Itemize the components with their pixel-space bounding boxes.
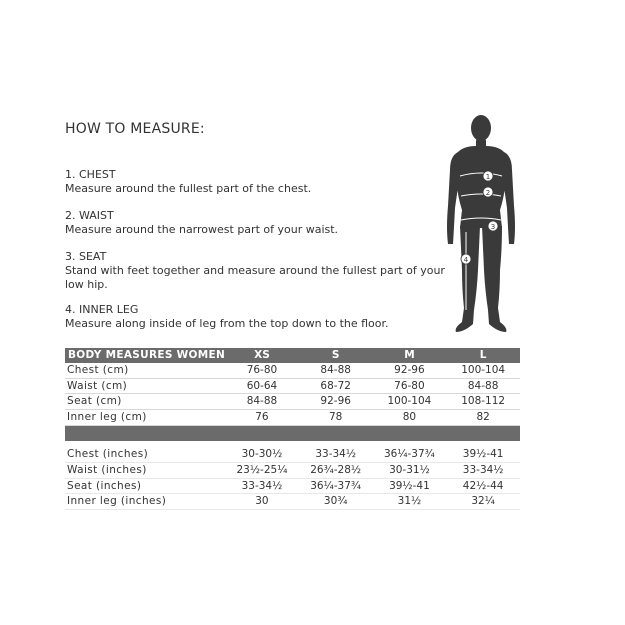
cell-value: 32¼ xyxy=(446,494,520,510)
cell-value: 68-72 xyxy=(299,378,373,394)
cell-value: 92-96 xyxy=(299,394,373,410)
cell-value: 80 xyxy=(373,410,447,426)
step-heading: 2. WAIST xyxy=(65,209,114,222)
cell-value: 30 xyxy=(225,494,299,510)
row-label: Chest (inches) xyxy=(65,447,225,462)
cell-value: 60-64 xyxy=(225,378,299,394)
cell-value: 30¾ xyxy=(299,494,373,510)
row-label: Waist (cm) xyxy=(65,378,225,394)
cell-value: 30-31½ xyxy=(373,463,447,479)
table-row xyxy=(65,447,520,462)
step-description: Measure around the narrowest part of your waist. xyxy=(65,223,339,236)
step-description: Stand with feet together and measure around the fullest part of your low hip. xyxy=(65,264,445,291)
cell-value: 100-104 xyxy=(446,363,520,378)
row-label: Seat (inches) xyxy=(65,478,225,494)
cell-value: 108-112 xyxy=(446,394,520,410)
table-divider xyxy=(65,425,520,441)
table-row xyxy=(65,494,520,510)
cell-value: 33-34½ xyxy=(299,447,373,462)
cell-value: 92-96 xyxy=(373,363,447,378)
cell-value: 84-88 xyxy=(299,363,373,378)
row-label: Inner leg (inches) xyxy=(65,494,225,510)
cell-value: 39½-41 xyxy=(373,478,447,494)
size-chart-table xyxy=(65,348,520,510)
row-label: Chest (cm) xyxy=(65,363,225,378)
cell-value: 26¾-28½ xyxy=(299,463,373,479)
cell-value: 31½ xyxy=(373,494,447,510)
step-chest xyxy=(65,168,445,196)
cell-value: 36¼-37¾ xyxy=(373,447,447,462)
cell-value: 23½-25¼ xyxy=(225,463,299,479)
row-label: Waist (inches) xyxy=(65,463,225,479)
step-description: Measure around the fullest part of the chest. xyxy=(65,182,312,195)
table-header-row xyxy=(65,348,520,363)
step-heading: 3. SEAT xyxy=(65,250,107,263)
marker-4 xyxy=(461,254,471,264)
step-inner-leg xyxy=(65,303,445,331)
cell-value: 78 xyxy=(299,410,373,426)
cell-value: 84-88 xyxy=(225,394,299,410)
table-row xyxy=(65,410,520,426)
size-header-l: L xyxy=(446,348,520,363)
cell-value: 42½-44 xyxy=(446,478,520,494)
cell-value: 30-30½ xyxy=(225,447,299,462)
step-seat xyxy=(65,250,445,292)
marker-label: 1 xyxy=(485,173,491,181)
page-title: HOW TO MEASURE: xyxy=(65,121,205,137)
table-row xyxy=(65,463,520,479)
step-heading: 1. CHEST xyxy=(65,168,116,181)
cell-value: 76 xyxy=(225,410,299,426)
table-row xyxy=(65,363,520,378)
marker-label: 2 xyxy=(485,189,491,197)
row-label: Seat (cm) xyxy=(65,394,225,410)
size-header-m: M xyxy=(373,348,447,363)
marker-3 xyxy=(488,221,498,231)
cell-value: 100-104 xyxy=(373,394,447,410)
marker-2 xyxy=(483,187,493,197)
table-title: BODY MEASURES WOMEN xyxy=(65,348,225,363)
cell-value: 82 xyxy=(446,410,520,426)
row-label: Inner leg (cm) xyxy=(65,410,225,426)
cell-value: 33-34½ xyxy=(225,478,299,494)
step-waist xyxy=(65,209,445,237)
cell-value: 36¼-37¾ xyxy=(299,478,373,494)
size-header-xs: XS xyxy=(225,348,299,363)
cell-value: 76-80 xyxy=(373,378,447,394)
body-silhouette-figure xyxy=(440,110,530,335)
table-row xyxy=(65,378,520,394)
marker-1 xyxy=(483,171,493,181)
step-heading: 4. INNER LEG xyxy=(65,303,139,316)
cell-value: 39½-41 xyxy=(446,447,520,462)
silhouette xyxy=(447,115,515,332)
cell-value: 84-88 xyxy=(446,378,520,394)
marker-label: 4 xyxy=(463,256,469,264)
table-row xyxy=(65,394,520,410)
step-description: Measure along inside of leg from the top down to the floor. xyxy=(65,317,389,330)
table-row xyxy=(65,478,520,494)
marker-label: 3 xyxy=(490,223,496,231)
size-header-s: S xyxy=(299,348,373,363)
cell-value: 33-34½ xyxy=(446,463,520,479)
cell-value: 76-80 xyxy=(225,363,299,378)
